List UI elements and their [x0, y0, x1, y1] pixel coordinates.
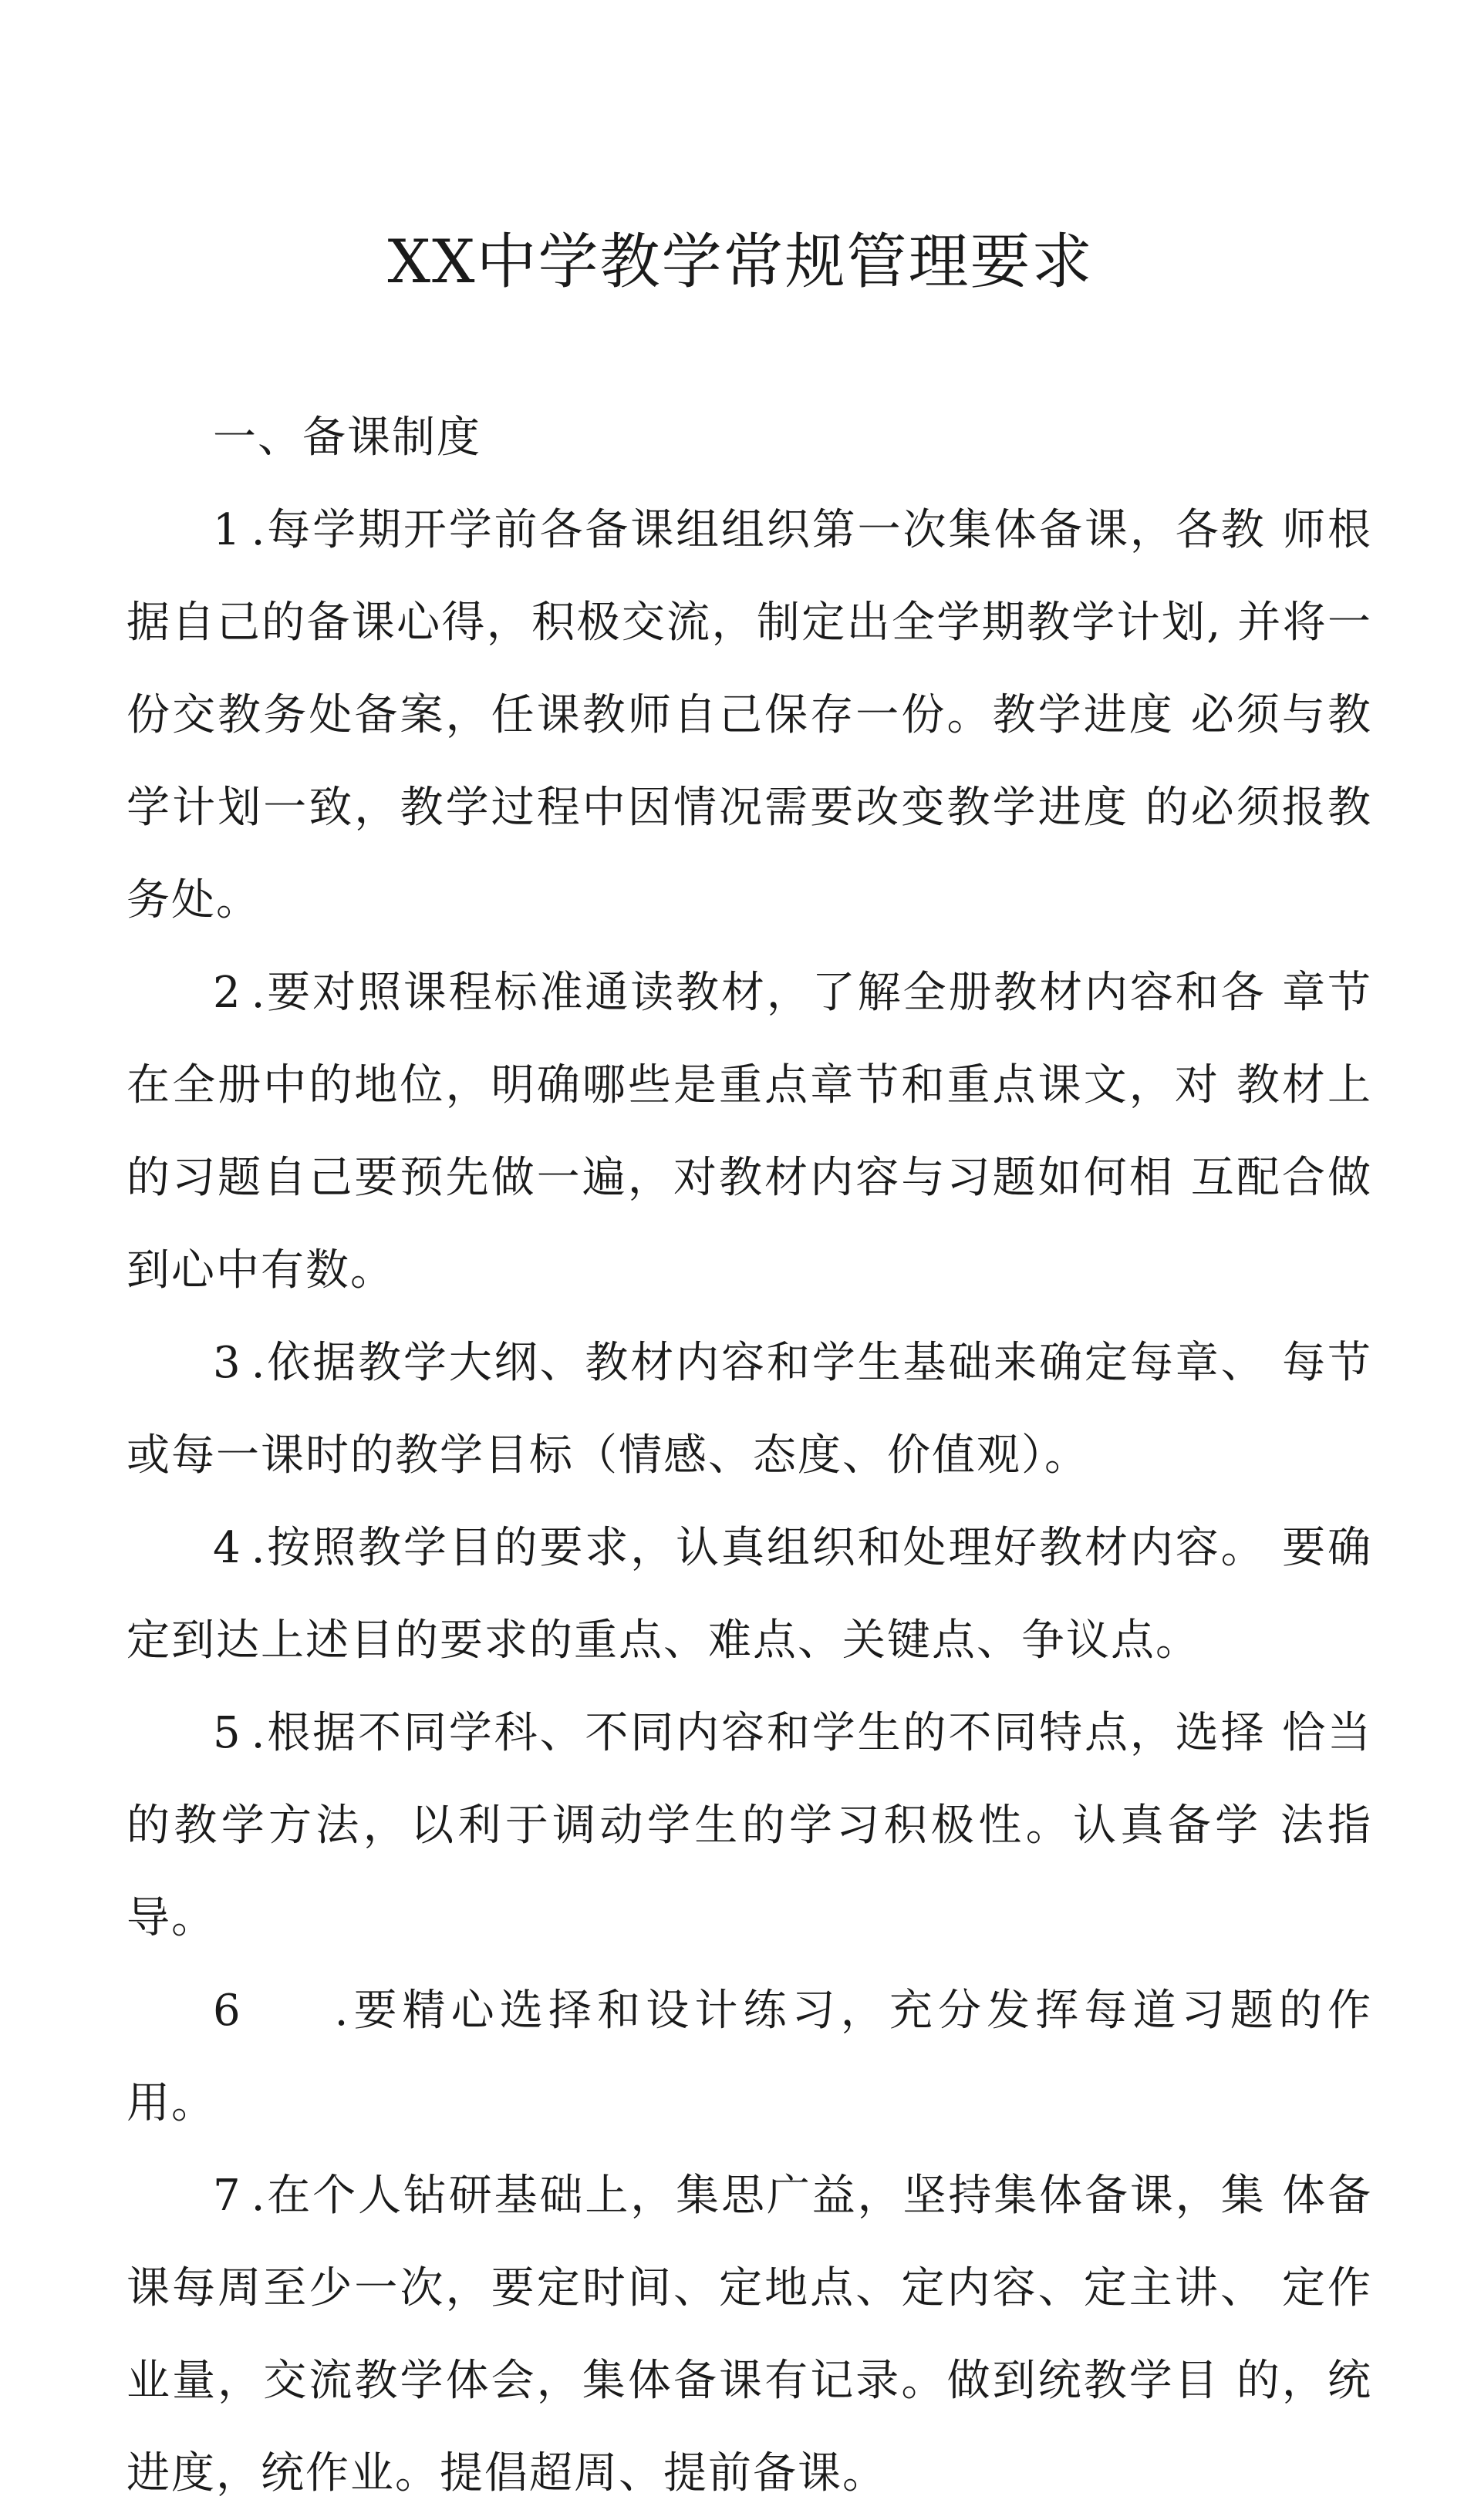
document-title: XX中学教学常规管理要求 — [387, 227, 1094, 297]
list-item — [127, 484, 1372, 947]
item-number: 1 — [213, 505, 242, 555]
item-number: 6 — [213, 1986, 242, 2036]
list-item — [127, 1317, 1372, 1502]
item-text: .要精心选择和设计练习，充分发挥每道习题的作用。 — [127, 1986, 1372, 2128]
section-heading: 一、备课制度 — [213, 413, 481, 463]
list-item — [127, 1502, 1372, 1687]
document-body — [127, 392, 1372, 2520]
item-number: 4 — [213, 1523, 242, 1573]
list-item — [127, 947, 1372, 1317]
list-item — [127, 2150, 1372, 2520]
item-number: 3 — [213, 1338, 242, 1388]
item-text: .按照教学目的要求，认真组织和处理好教材内容。 要确定到达上述目的要求的重点、难点、关键点、争议点。 — [127, 1523, 1372, 1666]
item-text: .在个人钻研基础上，集思广益，坚持集体备课，集 体备课每周至少一次，要定时间、定地点、定内容、定主讲、 定作业量，交流教学体会，集体备课有记录。做到统教学目 的，统进度，统作业。提倡超周、提前备课。 — [127, 2171, 1372, 2498]
item-number: 7 — [213, 2171, 242, 2221]
item-text: .根据不同学科、不同内容和学生的不同特点，选择 恰当的教学方法，以利于调动学生的学习积极性。认真备学 法指导。 — [127, 1708, 1372, 1943]
item-text: .每学期开学前各备课组组织第一次集体备课，各教 师根据自己的备课心得，积极交流，制定出全学期教学计划, 并将一份交教务处备案，任课教师自己保存一份。教学进度 必须与教学计划一致，教学过程中因情况需要改变教学进度 的必须报教务处。 — [127, 505, 1372, 925]
item-number: 5 — [213, 1708, 242, 1758]
item-text: .要对照课程标准通读教材，了解全册教材内容和各 章节在全册中的地位，明确哪些是重点章节和重点课文，对 教材上的习题自己要预先做一遍，对教材内容与习题如何相 互配合做到心中有数。 — [127, 968, 1372, 1295]
list-item — [127, 1687, 1372, 1965]
item-number: 2 — [213, 968, 242, 1018]
list-item — [127, 1965, 1372, 2150]
item-text: .依据教学大纲、教材内容和学生基础来确定每章、 每节或每一课时的教学目标（情感、态度、价值观）。 — [127, 1338, 1372, 1481]
